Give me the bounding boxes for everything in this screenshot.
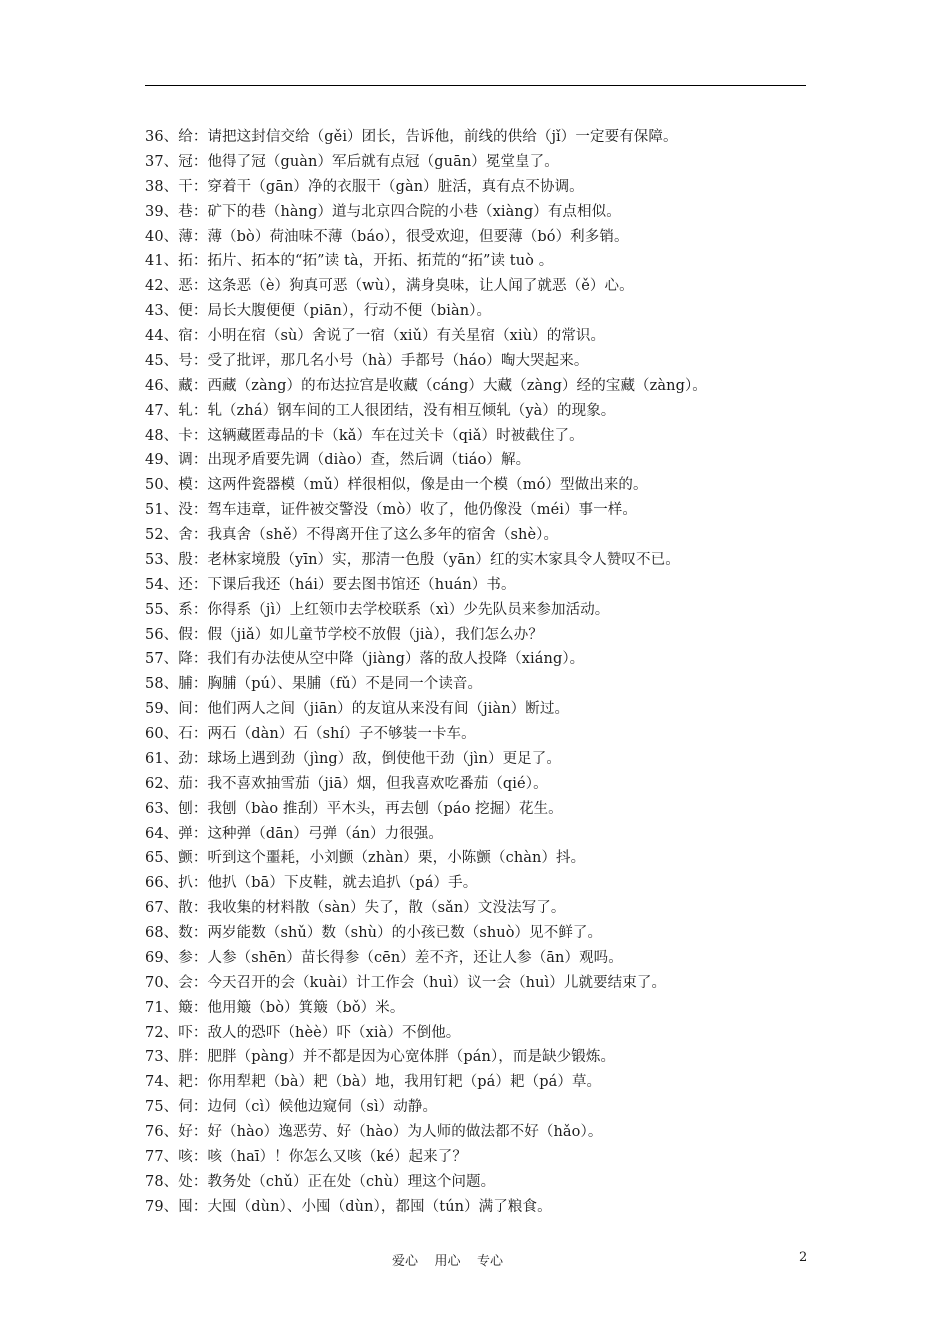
list-item: 73、胖：肥胖（pàng）并不都是因为心宽体胖（pán），而是缺少锻炼。 [145,1049,616,1066]
footer-motto: 爱心 用心 专心 [392,1254,504,1269]
list-item: 45、号：受了批评，那几名小号（hà）手都号（háo）啕大哭起来。 [145,352,589,369]
list-item: 37、冠：他得了冠（guàn）军后就有点冠（guān）冕堂皇了。 [145,153,559,170]
list-item: 74、耙：你用犁耙（bà）耙（bà）地，我用钉耙（pá）耙（pá）草。 [145,1074,602,1091]
page-number: 2 [799,1250,808,1265]
list-item: 62、茄：我不喜欢抽雪茄（jiā）烟，但我喜欢吃番茄（qié）。 [145,775,548,792]
list-item: 76、好：好（hào）逸恶劳、好（hào）为人师的做法都不好（hǎo）。 [145,1124,603,1140]
list-item: 64、弹：这种弹（dān）弓弹（án）力很强。 [145,825,443,842]
list-item: 78、处：教务处（chǔ）正在处（chù）理这个问题。 [145,1173,496,1190]
list-item: 41、拓：拓片、拓本的“拓”读 tà，开拓、拓荒的“拓”读 tuò 。 [145,253,554,270]
list-item: 77、咳：咳（haī）！你怎么又咳（ké）起来了？ [145,1148,467,1165]
list-item: 57、降：我们有办法使从空中降（jiàng）落的敌人投降（xiáng）。 [145,651,585,668]
header-rule [145,85,806,86]
list-item: 79、囤：大囤（dùn）、小囤（dùn），都囤（tún）满了粮食。 [145,1198,552,1215]
list-item: 72、吓：敌人的恐吓（hèè）吓（xià）不倒他。 [145,1024,461,1041]
list-item: 40、薄：薄（bò）荷油味不薄（báo），很受欢迎，但要薄（bó）利多销。 [145,228,629,245]
list-item: 69、参：人参（shēn）苗长得参（cēn）差不齐，还让人参（ān）观吗。 [145,949,623,966]
list-item: 75、伺：边伺（cì）候他边窥伺（sì）动静。 [145,1099,438,1116]
list-item: 58、脯：胸脯（pú）、果脯（fǔ）不是同一个读音。 [145,676,483,693]
list-item: 52、舍：我真舍（shě）不得离开住了这么多年的宿舍（shè）。 [145,527,559,543]
list-item: 67、散：我收集的材料散（sàn）失了，散（sǎn）文没法写了。 [145,900,566,917]
list-item: 66、扒：他扒（bā）下皮鞋，就去追扒（pá）手。 [145,875,478,892]
list-item: 70、会：今天召开的会（kuài）计工作会（huì）议一会（huì）儿就要结束了。 [145,974,667,991]
list-item: 63、刨：我刨（bào 推刮）平木头，再去刨（páo 挖掘）花生。 [145,800,563,817]
list-item: 38、干：穿着干（gān）净的衣服干（gàn）脏活，真有点不协调。 [145,178,584,195]
list-item: 47、轧：轧（zhá）钢车间的工人很团结，没有相互倾轧（yà）的现象。 [145,402,616,419]
list-item: 43、便：局长大腹便便（piān），行动不便（biàn）。 [145,303,492,320]
list-item: 44、宿：小明在宿（sù）舍说了一宿（xiǔ）有关星宿（xiù）的常识。 [145,328,606,344]
entry-list [145,125,825,1220]
list-item: 54、还：下课后我还（hái）要去图书馆还（huán）书。 [145,576,516,593]
list-item: 53、殷：老林家境殷（yīn）实，那清一色殷（yān）红的实木家具令人赞叹不已。 [145,551,680,568]
list-item: 56、假：假（jiǎ）如儿童节学校不放假（jià），我们怎么办？ [145,626,543,643]
list-item: 51、没：驾车违章，证件被交警没（mò）收了，他仍像没（méi）事一样。 [145,502,637,519]
list-item: 60、石：两石（dàn）石（shí）子不够装一卡车。 [145,726,476,742]
list-item: 42、恶：这条恶（è）狗真可恶（wù），满身臭味，让人闻了就恶（ě）心。 [145,278,634,295]
list-item: 55、系：你得系（jì）上红领巾去学校联系（xì）少先队员来参加活动。 [145,601,610,618]
list-item: 39、巷：矿下的巷（hàng）道与北京四合院的小巷（xiàng）有点相似。 [145,203,621,220]
list-item: 59、间：他们两人之间（jiān）的友谊从来没有间（jiàn）断过。 [145,701,570,718]
list-item: 46、藏：西藏（zàng）的布达拉宫是收藏（cáng）大藏（zàng）经的宝藏（zàng）。 [145,377,707,394]
list-item: 65、颤：听到这个噩耗，小刘颤（zhàn）栗，小陈颤（chàn）抖。 [145,850,586,867]
list-item: 50、模：这两件瓷器模（mǔ）样很相似，像是由一个模（mó）型做出来的。 [145,477,648,494]
list-item: 48、卡：这辆藏匿毒品的卡（kǎ）车在过关卡（qiǎ）时被截住了。 [145,427,584,444]
list-item: 36、给：请把这封信交给（gěi）团长，告诉他，前线的供给（jǐ）一定要有保障。 [145,129,678,145]
list-item: 71、簸：他用簸（bò）箕簸（bǒ）米。 [145,999,405,1016]
list-item: 61、劲：球场上遇到劲（jìng）敌，倒使他干劲（jìn）更足了。 [145,750,561,767]
list-item: 49、调：出现矛盾要先调（diào）查，然后调（tiáo）解。 [145,452,531,469]
list-item: 68、数：两岁能数（shǔ）数（shù）的小孩已数（shuò）见不鲜了。 [145,925,603,941]
